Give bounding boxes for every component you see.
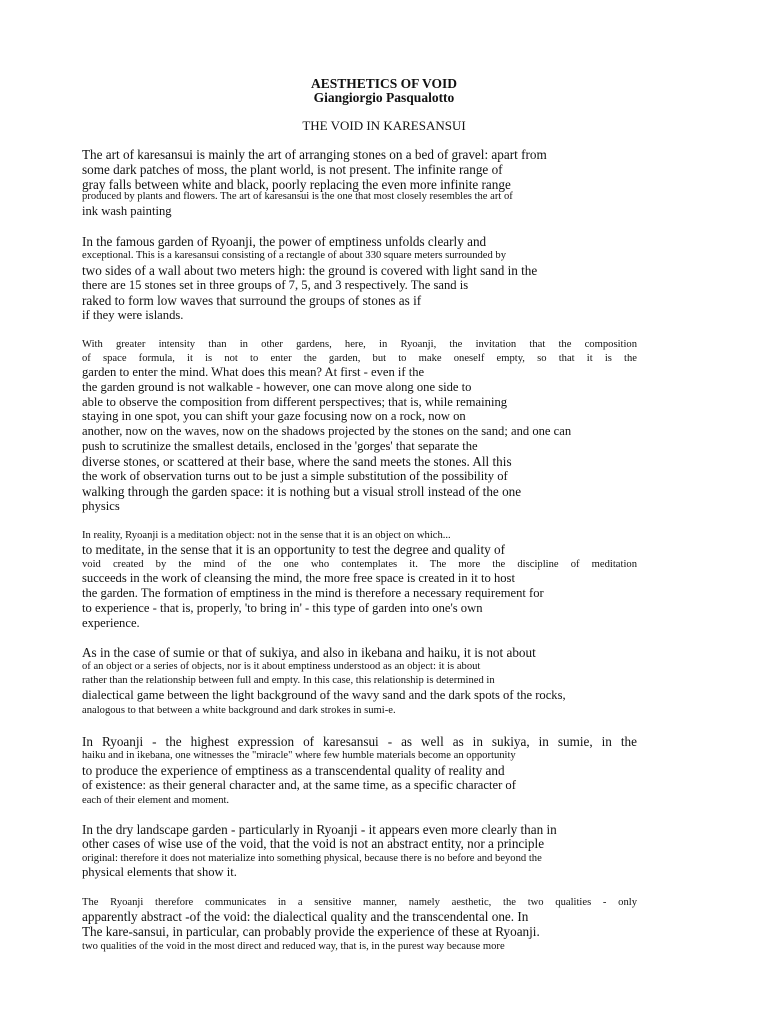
text-line: raked to form low waves that surround the groups of stones as if	[82, 293, 422, 308]
document-title: AESTHETICS OF VOID	[310, 76, 458, 91]
text-line: two qualities of the void in the most direct and reduced way, that is, in the purest way because more	[82, 941, 505, 952]
text-line: each of their element and moment.	[82, 795, 230, 806]
text-line: original: therefore it does not materialize into something physical, because there is no before and beyond the	[82, 853, 542, 864]
text-line: the work of observation turns out to be just a simple substitution of the possibility of	[82, 469, 508, 483]
text-line: void created by the mind of the one who contemplates it. The more the discipline of meditation	[82, 559, 637, 570]
text-line: analogous to that between a white background and dark strokes in sumi-e.	[82, 705, 396, 716]
text-line: In the famous garden of Ryoanji, the power of emptiness unfolds clearly and	[82, 234, 487, 249]
text-line: In the dry landscape garden - particularly in Ryoanji - it appears even more clearly than in	[82, 822, 557, 837]
text-line: apparently abstract -of the void: the dialectical quality and the transcendental one. In	[82, 909, 529, 924]
text-line: of existence: as their general character and, at the same time, as a specific character of	[82, 778, 516, 792]
text-line: The Ryoanji therefore communicates in a sensitive manner, namely aesthetic, the two qualities - only	[82, 897, 637, 908]
text-line: gray falls between white and black, poorly replacing the even more infinite range	[82, 177, 511, 192]
text-line: the garden. The formation of emptiness in the mind is therefore a necessary requirement for	[82, 586, 544, 600]
text-line: some dark patches of moss, the plant world, is not present. The infinite range of	[82, 162, 503, 177]
text-line: walking through the garden space: it is nothing but a visual stroll instead of the one	[82, 484, 522, 499]
author-name: Giangiorgio Pasqualotto	[313, 90, 455, 105]
text-line: rather than the relationship between full and empty. In this case, this relationship is determined in	[82, 675, 495, 686]
text-line: of space formula, it is not to enter the garden, but to make oneself empty, so that it is the	[82, 353, 637, 364]
text-line: garden to enter the mind. What does this mean? At first - even if the	[82, 365, 425, 379]
text-line: the garden ground is not walkable - however, one can move along one side to	[82, 380, 472, 394]
text-line: succeeds in the work of cleansing the mind, the more free space is created in it to host	[82, 571, 515, 585]
text-line: experience.	[82, 616, 140, 630]
text-line: to produce the experience of emptiness as a transcendental quality of reality and	[82, 763, 505, 778]
text-line: physical elements that show it.	[82, 865, 237, 879]
text-line: haiku and in ikebana, one witnesses the "miracle" where few humble materials become an opportunity	[82, 750, 516, 761]
text-line: to meditate, in the sense that it is an opportunity to test the degree and quality of	[82, 542, 505, 557]
text-line: exceptional. This is a karesansui consisting of a rectangle of about 330 square meters surrounded by	[82, 250, 507, 261]
text-line: to experience - that is, properly, 'to bring in' - this type of garden into one's own	[82, 601, 483, 615]
text-line: able to observe the composition from different perspectives; that is, while remaining	[82, 395, 508, 409]
text-line: push to scrutinize the smallest details, enclosed in the 'gorges' that separate the	[82, 439, 478, 453]
text-line: In reality, Ryoanji is a meditation object: not in the sense that it is an object on which...	[82, 530, 451, 541]
text-line: two sides of a wall about two meters high: the ground is covered with light sand in the	[82, 263, 538, 278]
text-line: diverse stones, or scattered at their base, where the sand meets the stones. All this	[82, 454, 512, 469]
text-line: The kare-sansui, in particular, can probably provide the experience of these at Ryoanji.	[82, 924, 540, 939]
section-title: THE VOID IN KARESANSUI	[302, 118, 466, 133]
text-line: physics	[82, 499, 120, 513]
text-line: With greater intensity than in other gardens, here, in Ryoanji, the invitation that the composition	[82, 339, 637, 350]
text-line: ink wash painting	[82, 204, 172, 218]
text-line: dialectical game between the light background of the wavy sand and the dark spots of the rocks,	[82, 688, 566, 702]
text-line: if they were islands.	[82, 308, 184, 322]
text-line: another, now on the waves, now on the shadows projected by the stones on the sand; and one can	[82, 424, 572, 438]
text-line: other cases of wise use of the void, that the void is not an abstract entity, nor a principle	[82, 836, 545, 851]
text-line: staying in one spot, you can shift your gaze focusing now on a rock, now on	[82, 409, 466, 423]
text-line: In Ryoanji - the highest expression of karesansui - as well as in sukiya, in sumie, in the	[82, 734, 637, 749]
text-line: As in the case of sumie or that of sukiya, and also in ikebana and haiku, it is not about	[82, 645, 536, 660]
text-line: there are 15 stones set in three groups of 7, 5, and 3 respectively. The sand is	[82, 278, 469, 292]
text-line: of an object or a series of objects, nor is it about emptiness understood as an object: it is about	[82, 661, 481, 672]
text-line: produced by plants and flowers. The art of karesansui is the one that most closely resembles the art of	[82, 191, 513, 202]
text-line: The art of karesansui is mainly the art of arranging stones on a bed of gravel: apart from	[82, 147, 547, 162]
